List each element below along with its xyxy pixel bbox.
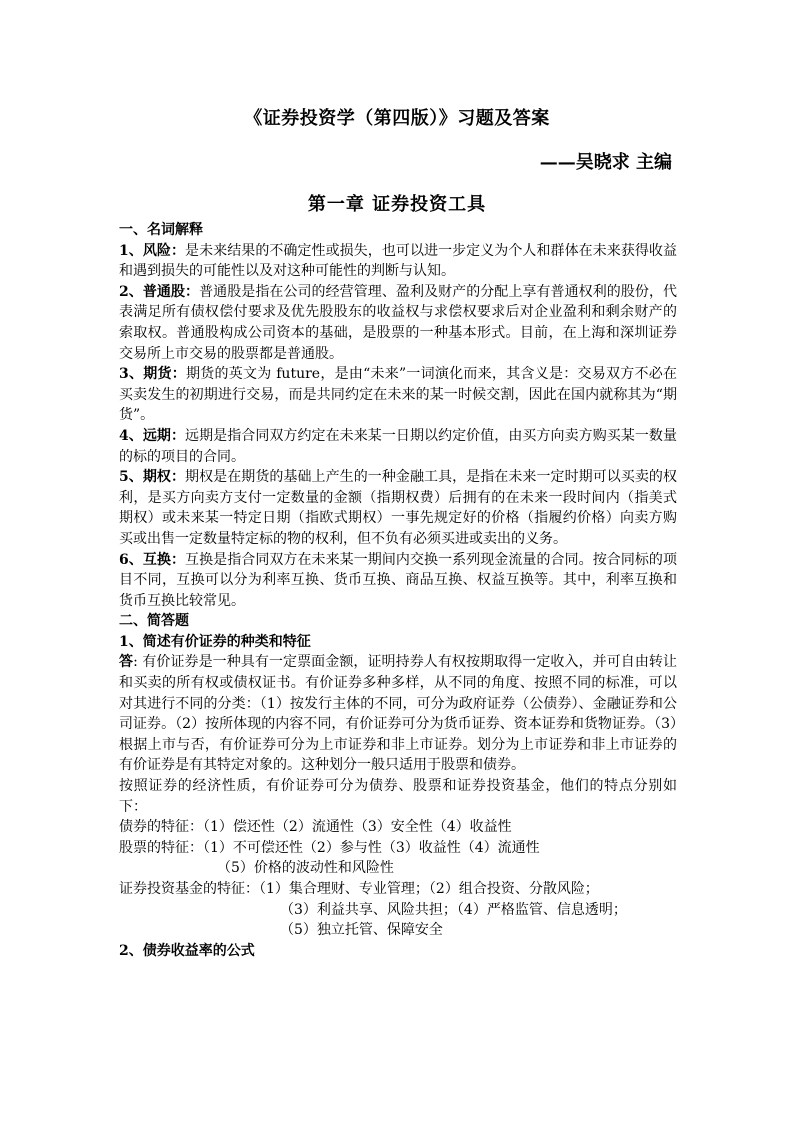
term-text: 普通股是指在公司的经营管理、盈利及财产的分配上享有普通权利的股份，代表满足所有债权偿付要求及优先股股东的收益权与求偿权要求后对企业盈利和剩余财产的索取权。普通股构成公司资本的基础，是股票的一种基本形式。目前，在上海和深圳证券交易所上市交易的股票都是普通股。 (119, 283, 677, 362)
answer-text: : 有价证券是一种具有一定票面金额，证明持券人有权按期取得一定收入，并可自由转让和买卖的所有权或债权证书。有价证券多种多样，从不同的角度、按照不同的标准，可以对其进行不同的分类：（1）按发行主体的不同，可分为政府证券（公债券）、金融证券和公司证券。（2）按所体现的内容不同，有价证券可分为货币证券、资本证券和货物证券。（3）根据上市与否，有价证券可分为上市证券和非上市证券。划分为上市证券和非上市证券的有价证券是有其特定对象的。这种划分一般只适用于股票和债券。 (119, 654, 677, 774)
definition-option (119, 467, 677, 549)
question-1: 1、简述有价证券的种类和特征 (119, 633, 311, 650)
question-2: 2、债券收益率的公式 (119, 942, 255, 959)
fund-features-line-3: （5）独立托管、保障安全 (280, 922, 443, 939)
answer-1 (119, 652, 677, 776)
bond-features: 债券的特征：（1）偿还性（2）流通性（3）安全性（4）收益性 (119, 819, 512, 836)
term-text: 是未来结果的不确定性或损失，也可以进一步定义为个人和群体在未来获得收益和遇到损失的可能性以及对这种可能性的判断与认知。 (119, 242, 677, 280)
term-label: 3、期货： (119, 366, 187, 383)
answer-label: 答 (119, 654, 134, 671)
stock-features-line-1: 股票的特征：（1）不可偿还性（2）参与性（3）收益性（4）流通性 (119, 839, 540, 856)
definition-futures (119, 364, 677, 426)
answer-1-paragraph-2: 按照证券的经济性质，有价证券可分为债券、股票和证券投资基金，他们的特点分别如下： (119, 778, 677, 815)
term-label: 1、风险： (119, 242, 186, 259)
term-text: 期权是在期货的基础上产生的一种金融工具，是指在未来一定时期可以买卖的权利，是买方向卖方支付一定数量的金额（指期权费）后拥有的在未来一段时间内（指美式期权）或未来某一特定日期（指欧式期权）一事先规定好的价格（指履约价格）向卖方购买或出售一定数量特定标的物的权利，但不负有必须买进或卖出的义务。 (119, 469, 677, 547)
term-label: 2、普通股： (119, 283, 200, 300)
fund-features-line-1: 证券投资基金的特征：（1）集合理财、专业管理；（2）组合投资、分散风险； (119, 881, 599, 897)
term-label: 6、互换： (119, 551, 186, 568)
definition-forward (119, 426, 677, 467)
term-label: 4、远期： (119, 427, 186, 444)
stock-features-line-2: （5）价格的波动性和风险性 (217, 860, 394, 877)
chapter-title: 第一章 证券投资工具 (307, 194, 487, 215)
term-label: 5、期权： (119, 469, 186, 486)
section-heading-short-answer: 二、简答题 (119, 613, 189, 630)
document-title: 《证券投资学（第四版）》习题及答案 (244, 108, 550, 129)
term-text: 互换是指合同双方在未来某一期间内交换一系列现金流量的合同。按合同标的项目不同，互换可以分为利率互换、货币互换、商品互换、权益互换等。其中，利率互换和货币互换比较常见。 (119, 551, 677, 609)
fund-features-line-2: （3）利益共享、风险共担；（4）严格监管、信息透明； (280, 901, 627, 918)
section-heading-definitions: 一、名词解释 (119, 222, 203, 238)
term-text: 期货的英文为 future，是由“未来”一词演化而来，其含义是：交易双方不必在买卖发生的初期进行交易，而是共同约定在未来的某一时候交割，因此在国内就称其为“期货”。 (119, 366, 677, 424)
definition-swap (119, 550, 677, 612)
term-text: 远期是指合同双方约定在未来某一日期以约定价值，由买方向卖方购买某一数量的标的项目的合同。 (119, 427, 677, 465)
definition-risk (119, 241, 677, 282)
document-author: ——吴晓求 主编 (539, 152, 672, 173)
definition-common-stock (119, 282, 677, 364)
document-body (119, 220, 677, 961)
